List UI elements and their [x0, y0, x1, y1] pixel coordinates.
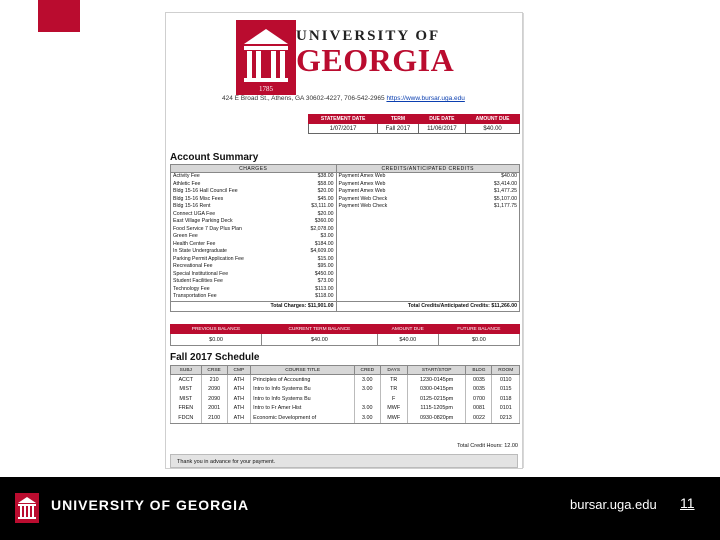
credit-amount [457, 278, 520, 286]
uga-arch-logo [236, 20, 296, 95]
statement-value-cell: Fall 2017 [378, 124, 418, 134]
statement-header-cell: AMOUNT DUE [466, 115, 520, 124]
schedule-cell: 210 [201, 375, 227, 385]
balance-value-cell: $40.00 [262, 334, 378, 346]
charge-amount: $3,111.00 [311, 203, 334, 210]
schedule-cell: TR [380, 375, 407, 385]
account-row [171, 218, 520, 226]
schedule-cell: Intro to Info Systems Bu [251, 385, 355, 395]
charge-amount: $15.00 [317, 255, 334, 262]
charge-amount: $20.00 [317, 210, 334, 217]
account-row [171, 241, 520, 249]
schedule-header-cell: SUBJ [171, 366, 202, 375]
charge-amount: $113.00 [315, 285, 334, 292]
schedule-cell: ATH [227, 413, 251, 423]
schedule-cell: TR [380, 385, 407, 395]
balance-header-cell: PREVIOUS BALANCE [171, 325, 262, 334]
credit-label [336, 278, 457, 286]
charge-amount: $4,609.00 [310, 248, 334, 255]
credit-amount: $1,177.75 [493, 203, 517, 210]
schedule-row [171, 413, 520, 423]
schedule-cell: 3.00 [355, 404, 380, 414]
credit-label: Payment Web Check [336, 203, 457, 211]
schedule-row [171, 375, 520, 385]
credit-amount [457, 211, 520, 219]
charge-label: Bldg 15-16 Hall Council Fee [173, 188, 238, 195]
schedule-table [170, 365, 520, 424]
tuition-statement-document [166, 13, 522, 468]
account-row [171, 188, 520, 196]
schedule-title: Fall 2017 Schedule [170, 352, 260, 363]
credit-amount [457, 286, 520, 294]
schedule-header-cell: DAYS [380, 366, 407, 375]
credit-label [336, 293, 457, 301]
schedule-row [171, 394, 520, 404]
schedule-cell: 0118 [492, 394, 520, 404]
charge-label: Bldg 15-16 Misc Fees [173, 195, 224, 202]
account-row [171, 226, 520, 234]
charge-label: Activity Fee [173, 173, 200, 180]
schedule-cell: 2090 [201, 394, 227, 404]
credit-amount: $5,107.00 [493, 195, 517, 202]
statement-header-cell: TERM [378, 115, 418, 124]
charge-amount: $45.00 [317, 195, 334, 202]
schedule-header-cell: START/STOP [407, 366, 466, 375]
credit-amount [457, 233, 520, 241]
schedule-cell: Economic Development of [251, 413, 355, 423]
schedule-cell: 3.00 [355, 413, 380, 423]
schedule-row [171, 385, 520, 395]
charge-amount: $95.00 [317, 263, 334, 270]
charge-label: Bldg 15-16 Rent [173, 203, 211, 210]
schedule-cell: 0110 [492, 375, 520, 385]
statement-value-cell: 1/07/2017 [309, 124, 378, 134]
credit-label [336, 271, 457, 279]
schedule-cell: 0125-0215pm [407, 394, 466, 404]
total-credit-hours: Total Credit Hours: 12.00 [457, 443, 518, 449]
page-number: 11 [680, 495, 695, 511]
totals-row [171, 301, 520, 311]
footer-bar [0, 477, 720, 540]
charges-header: CHARGES [171, 165, 337, 173]
address-text: 424 E Broad St., Athens, GA 30602-4227, 706-542-2965 [222, 95, 385, 102]
charge-amount: $184.00 [314, 240, 334, 247]
schedule-cell: ATH [227, 404, 251, 414]
charge-label: Technology Fee [173, 285, 210, 292]
website-link[interactable]: https://www.bursar.uga.edu [386, 95, 465, 102]
credit-amount [457, 226, 520, 234]
charge-label: Student Facilities Fee [173, 278, 223, 285]
schedule-cell: 2100 [201, 413, 227, 423]
schedule-cell [355, 394, 380, 404]
schedule-cell: 0081 [466, 404, 492, 414]
statement-value-cell: 11/06/2017 [418, 124, 466, 134]
credit-label: Payment Web Check [336, 196, 457, 204]
credit-label [336, 263, 457, 271]
charge-label: Connect UGA Fee [173, 210, 216, 217]
statement-info-table [308, 114, 520, 134]
footer-website[interactable]: bursar.uga.edu [570, 497, 657, 512]
balance-value-cell: $40.00 [377, 334, 438, 346]
account-row [171, 271, 520, 279]
account-row [171, 181, 520, 189]
university-name-line2: GEORGIA [296, 42, 455, 78]
credit-label [336, 256, 457, 264]
statement-header-cell: DUE DATE [418, 115, 466, 124]
account-row [171, 263, 520, 271]
payment-note: Thank you in advance for your payment. [170, 454, 518, 468]
account-row [171, 211, 520, 219]
schedule-cell: ATH [227, 394, 251, 404]
schedule-cell: MIST [171, 385, 202, 395]
account-row [171, 293, 520, 301]
credit-label [336, 241, 457, 249]
schedule-row [171, 404, 520, 414]
charge-amount: $38.00 [317, 173, 334, 180]
schedule-cell: 3.00 [355, 385, 380, 395]
credit-label [336, 218, 457, 226]
credits-header: CREDITS/ANTICIPATED CREDITS [336, 165, 519, 173]
schedule-cell: 1115-1205pm [407, 404, 466, 414]
account-summary-title: Account Summary [170, 152, 259, 163]
schedule-cell: ATH [227, 375, 251, 385]
charge-amount: $73.00 [317, 278, 334, 285]
charge-label: Recreational Fee [173, 263, 213, 270]
balance-value-cell: $0.00 [438, 334, 519, 346]
schedule-cell: MWF [380, 404, 407, 414]
schedule-cell: 0213 [492, 413, 520, 423]
page-edge-line [523, 13, 524, 468]
credit-amount [457, 256, 520, 264]
charge-amount: $118.00 [315, 293, 334, 300]
credit-amount: $1,477.25 [493, 188, 517, 195]
charge-amount: $3.00 [320, 233, 334, 240]
schedule-cell: Principles of Accounting [251, 375, 355, 385]
credit-label: Payment Amex Web [336, 188, 457, 196]
account-summary-table [170, 164, 520, 312]
credit-amount [457, 293, 520, 301]
schedule-cell: 0115 [492, 385, 520, 395]
account-row [171, 286, 520, 294]
total-charges: Total Charges: $11,901.00 [171, 301, 337, 311]
charge-amount: $20.00 [317, 188, 334, 195]
charge-label: Health Center Fee [173, 240, 216, 247]
schedule-cell: 3.00 [355, 375, 380, 385]
schedule-cell: 1230-0145pm [407, 375, 466, 385]
credit-label [336, 226, 457, 234]
total-credits: Total Credits/Anticipated Credits: $11,266.00 [336, 301, 519, 311]
schedule-cell: Intro to Info Systems Bu [251, 394, 355, 404]
charge-amount: $2,078.00 [310, 225, 334, 232]
statement-header-cell: STATEMENT DATE [309, 115, 378, 124]
charge-label: Parking Permit Application Fee [173, 255, 244, 262]
schedule-cell: F [380, 394, 407, 404]
schedule-cell: ATH [227, 385, 251, 395]
account-row [171, 203, 520, 211]
schedule-header-cell: CRED [355, 366, 380, 375]
schedule-header-cell: CRSE [201, 366, 227, 375]
credit-amount [457, 248, 520, 256]
credit-label: Payment Amex Web [336, 173, 457, 181]
schedule-header-cell: COURSE TITLE [251, 366, 355, 375]
charge-amount: $360.00 [314, 218, 334, 225]
schedule-cell: MIST [171, 394, 202, 404]
balance-header-cell: FUTURE BALANCE [438, 325, 519, 334]
account-row [171, 248, 520, 256]
charge-label: In State Undergraduate [173, 248, 227, 255]
schedule-cell: ACCT [171, 375, 202, 385]
schedule-header-cell: ROOM [492, 366, 520, 375]
schedule-cell: 0101 [492, 404, 520, 414]
credit-label: Payment Amex Web [336, 181, 457, 189]
charge-label: Transportation Fee [173, 293, 217, 300]
charge-label: Green Fee [173, 233, 198, 240]
schedule-cell: 0700 [466, 394, 492, 404]
balance-header-cell: CURRENT TERM BALANCE [262, 325, 378, 334]
credit-amount [457, 271, 520, 279]
address-line [222, 95, 465, 102]
schedule-cell: MWF [380, 413, 407, 423]
credit-label [336, 211, 457, 219]
account-row [171, 278, 520, 286]
credit-amount [457, 218, 520, 226]
schedule-cell: 0930-0820pm [407, 413, 466, 423]
account-row [171, 196, 520, 204]
top-red-tab [38, 0, 80, 32]
schedule-cell: FREN [171, 404, 202, 414]
uga-arch-footer-icon [15, 493, 39, 523]
balance-header-cell: AMOUNT DUE [377, 325, 438, 334]
statement-value-cell: $40.00 [466, 124, 520, 134]
svg-text:1785: 1785 [259, 85, 273, 93]
schedule-cell: 2001 [201, 404, 227, 414]
charge-label: Food Service 7 Day Plus Plan [173, 225, 242, 232]
account-row [171, 233, 520, 241]
schedule-cell: 0035 [466, 385, 492, 395]
schedule-header-cell: CMP [227, 366, 251, 375]
charge-amount: $450.00 [314, 270, 334, 277]
account-row [171, 256, 520, 264]
balance-value-cell: $0.00 [171, 334, 262, 346]
credit-amount: $40.00 [501, 173, 517, 180]
balance-table [170, 324, 520, 346]
schedule-cell: Intro to Fr Amer Hist [251, 404, 355, 414]
credit-amount [457, 263, 520, 271]
charge-amount: $58.00 [317, 180, 334, 187]
credit-label [336, 248, 457, 256]
schedule-cell: 0300-0415pm [407, 385, 466, 395]
schedule-cell: FDCN [171, 413, 202, 423]
footer-university-name: UNIVERSITY OF GEORGIA [51, 497, 250, 513]
credit-label [336, 286, 457, 294]
credit-label [336, 233, 457, 241]
charge-label: Special Institutional Fee [173, 270, 229, 277]
credit-amount [457, 241, 520, 249]
charge-label: East Village Parking Deck [173, 218, 233, 225]
schedule-cell: 0022 [466, 413, 492, 423]
university-name-line1: UNIVERSITY OF [296, 28, 441, 44]
schedule-cell: 0035 [466, 375, 492, 385]
schedule-header-cell: BLDG [466, 366, 492, 375]
charge-label: Athletic Fee [173, 180, 201, 187]
credit-amount: $3,414.00 [493, 180, 517, 187]
schedule-cell: 2090 [201, 385, 227, 395]
account-row [171, 173, 520, 181]
